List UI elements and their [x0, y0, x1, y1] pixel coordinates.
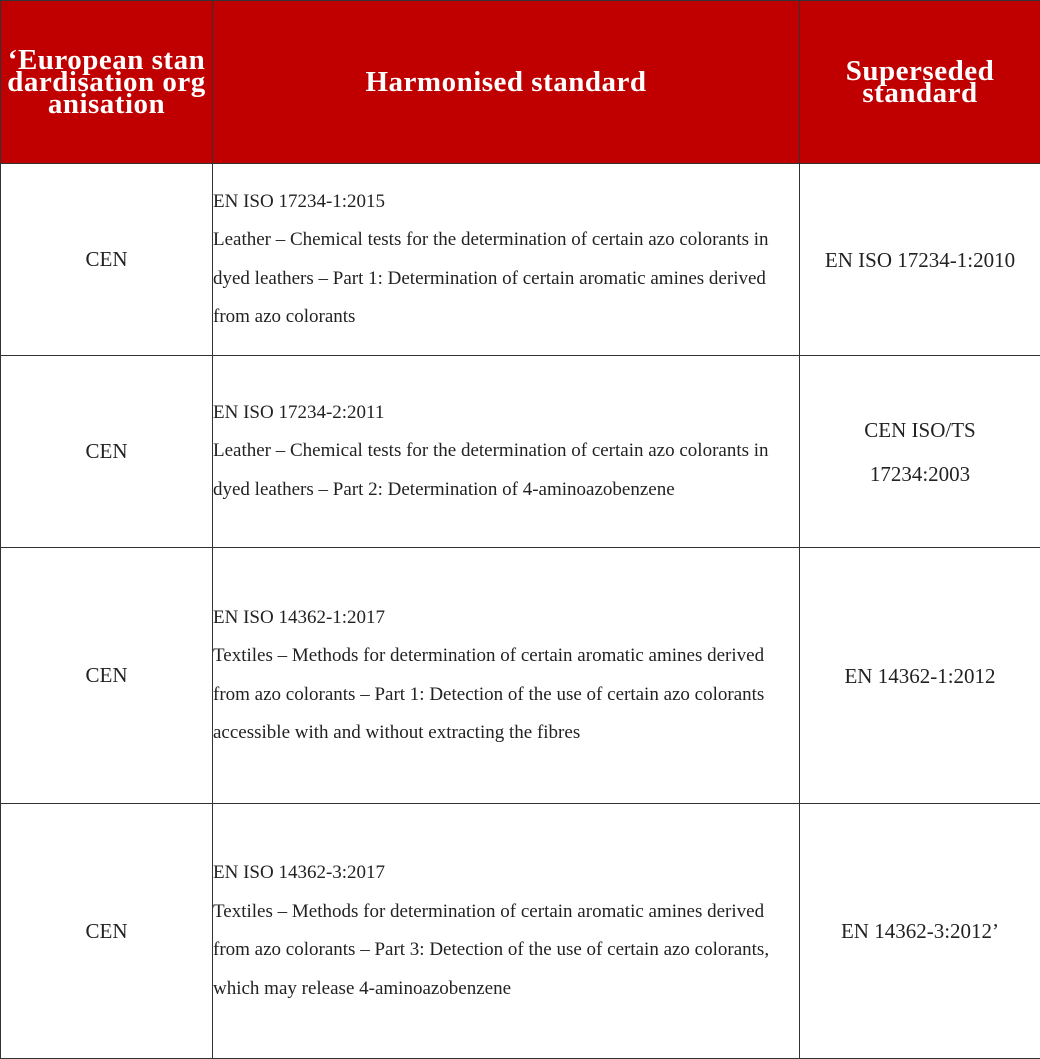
header-superseded-label: Superseded standard — [835, 60, 1005, 104]
superseded-standard-cell: EN 14362-3:2012’ — [800, 804, 1040, 1059]
organisation-cell: CEN — [1, 356, 213, 548]
standard-title: Textiles – Methods for determination of certain aromatic amines derived from azo colorants – Part 3: Detection of the use of certain azo colorants, which may release 4-aminoazobenzene — [213, 893, 789, 1009]
header-harmonised-label: Harmonised standard — [365, 66, 646, 98]
standard-code: EN ISO 17234-2:2011 — [213, 394, 789, 433]
table-row — [1, 356, 1040, 548]
superseded-standard-text: CEN ISO/TS 17234:2003 — [845, 408, 995, 496]
harmonised-standard-cell — [213, 164, 800, 356]
standard-code: EN ISO 14362-1:2017 — [213, 599, 789, 638]
superseded-standard-cell: EN ISO 17234-1:2010 — [800, 164, 1040, 356]
header-organisation — [1, 1, 213, 164]
superseded-standard-cell — [800, 356, 1040, 548]
standard-title: Leather – Chemical tests for the determination of certain azo colorants in dyed leathers – Part 1: Determination of certain aromatic amines derived from azo colorants — [213, 221, 789, 337]
table-row — [1, 164, 1040, 356]
harmonised-standard-cell — [213, 804, 800, 1059]
table-row — [1, 804, 1040, 1059]
standard-code: EN ISO 14362-3:2017 — [213, 854, 789, 893]
harmonised-standard-cell — [213, 356, 800, 548]
harmonised-standard-cell — [213, 548, 800, 804]
standard-title: Leather – Chemical tests for the determination of certain azo colorants in dyed leathers – Part 2: Determination of 4-aminoazobenzene — [213, 432, 789, 509]
header-harmonised-standard — [213, 1, 800, 164]
header-superseded-standard — [800, 1, 1040, 164]
organisation-cell: CEN — [1, 164, 213, 356]
organisation-cell: CEN — [1, 548, 213, 804]
superseded-standard-cell: EN 14362-1:2012 — [800, 548, 1040, 804]
header-organisation-label: ‘European standardisation organisation — [7, 49, 207, 115]
organisation-cell: CEN — [1, 804, 213, 1059]
table-row — [1, 548, 1040, 804]
standard-title: Textiles – Methods for determination of certain aromatic amines derived from azo colorants – Part 1: Detection of the use of certain azo colorants accessible with and without extracting the fibres — [213, 637, 789, 753]
table-header-row — [1, 1, 1040, 164]
standard-code: EN ISO 17234-1:2015 — [213, 183, 789, 222]
